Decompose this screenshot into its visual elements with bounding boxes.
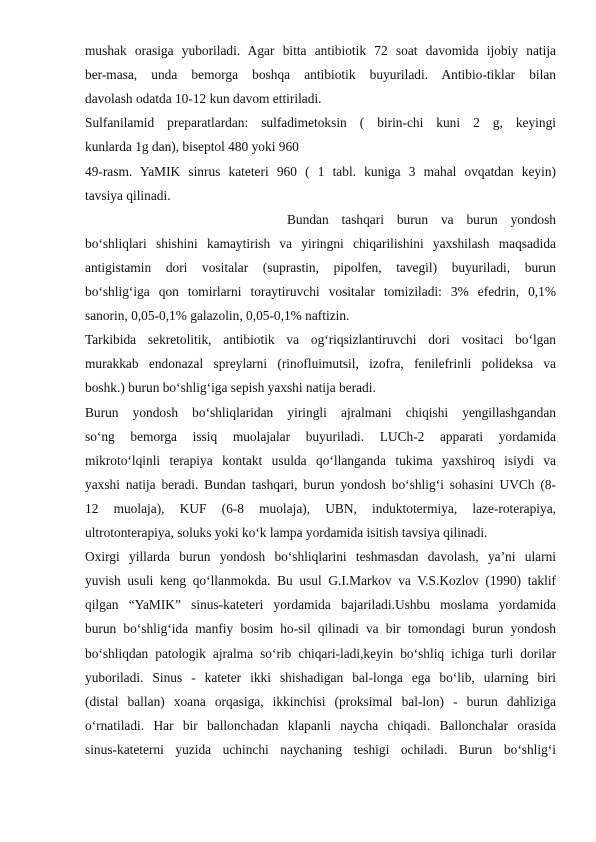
text-line: 12 muolaja), KUF (6-8 muolaja), UBN, induktotermiya, laze-roterapiya, (85, 501, 556, 516)
text-line: murakkab endonazal spreylarni (rinofluimutsil, izofra, fenilefrinli polideksa va (85, 356, 556, 371)
text-line: (distal ballan) xoana orqasiga, ikkinchisi (proksimal bal-lon) - burun dahliziga (85, 694, 556, 709)
text-line: yuvish usuli keng qo‘llanmokda. Bu usul G.I.Markov va V.S.Kozlov (1990) taklif (85, 573, 556, 588)
text-line: bo‘shliqdan patologik ajralma so‘rib chiqari-ladi,keyin bo‘shliq ichiga turli dorilar (85, 646, 556, 661)
figure-caption-line: 49-rasm. YaMIK sinrus kateteri 960 ( 1 tabl. kuniga 3 mahal ovqatdan keyin) (85, 164, 556, 179)
text-line: bo‘shliqlari shishini kamaytirish va yiringni chiqarilishini yaxshilash maqsadida (85, 236, 556, 251)
text-line: antigistamin dori vositalar (suprastin, pipolfen, tavegil) buyuriladi, burun (85, 260, 556, 275)
text-line: kunlarda 1g dan), biseptol 480 yoki 960 (85, 139, 299, 154)
text-line: Sulfanilamid preparatlardan: sulfadimetoksin ( birin-chi kuni 2 g, keyingi (85, 115, 556, 130)
text-line: bo‘shlig‘iga qon tomirlarni toraytiruvchi vositalar tomiziladi: 3% efedrin, 0,1% (85, 284, 556, 299)
text-line: ber-masa, unda bemorga boshqa antibiotik buyuriladi. Antibio-tiklar bilan (85, 67, 556, 82)
text-line: ultrotonterapiya, soluks yoki ko‘k lampa yordamida isitish tavsiya qilinadi. (85, 525, 488, 540)
text-line: yuboriladi. Sinus - kateter ikki shishadigan bal-longa ega bo‘lib, ularning biri (85, 670, 556, 685)
text-line: o‘rnatiladi. Har bir ballonchadan klapanli naycha chiqadi. Ballonchalar orasida (85, 718, 556, 733)
text-line: tavsiya qilinadi. (85, 188, 171, 203)
text-line: yaxshi natija beradi. Bundan tashqari, burun yondosh bo‘shlig‘i sohasini UVCh (8- (85, 477, 556, 492)
text-line: so‘ng bemorga issiq muolajalar buyuriladi. LUCh-2 apparati yordamida (85, 429, 556, 444)
text-line: davolash odatda 10-12 kun davom ettiriladi. (85, 91, 322, 106)
text-line: mushak orasiga yuboriladi. Agar bitta antibiotik 72 soat davomida ijobiy natija (85, 43, 556, 58)
text-line: sanorin, 0,05-0,1% galazolin, 0,05-0,1% naftizin. (85, 308, 350, 323)
text-line: sinus-kateterni yuzida uchinchi naychaning teshigi ochiladi. Burun bo‘shlig‘i (85, 742, 556, 757)
text-line: Oxirgi yillarda burun yondosh bo‘shliqlarini teshmasdan davolash, ya’ni ularni (85, 549, 556, 564)
text-line: qilgan “YaMIK” sinus-kateteri yordamida bajariladi.Ushbu moslama yordamida (85, 597, 556, 612)
text-line: Tarkibida sekretolitik, antibiotik va og‘riqsizlantiruvchi dori vositaci bo‘lgan (85, 332, 556, 347)
text-line: mikroto‘lqinli terapiya kontakt usulda qo‘llanganda tukima yaxshiroq isiydi va (85, 453, 556, 468)
text-line: burun bo‘shlig‘ida manfiy bosim ho-sil qilinadi va bir tomondagi burun yondosh (85, 621, 556, 636)
text-line: Burun yondosh bo‘shliqlaridan yiringli ajralmani chiqishi yengillashgandan (85, 405, 556, 420)
text-line: boshk.) burun bo‘shlig‘iga sepish yaxshi natija beradi. (85, 380, 376, 395)
text-line: Bundan tashqari burun va burun yondosh (287, 212, 556, 227)
